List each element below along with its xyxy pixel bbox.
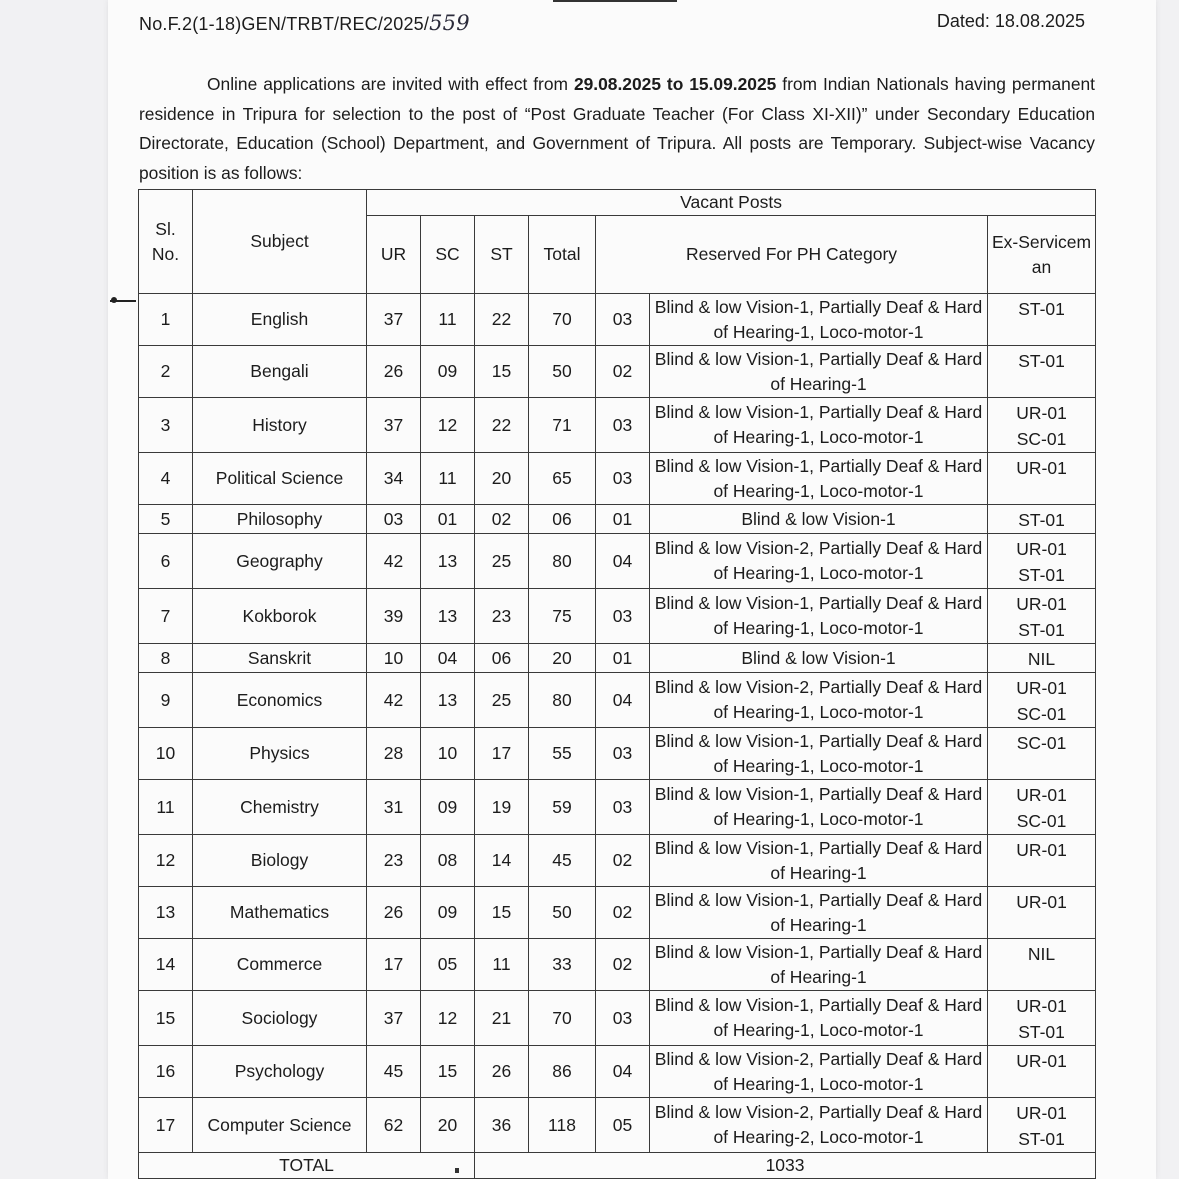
ph-detail-cell: Blind & low Vision-2, Partially Deaf & Hard of Hearing-2, Loco-motor-1 [650, 1098, 988, 1153]
ur-cell: 37 [367, 398, 421, 453]
st-cell: 17 [475, 728, 529, 780]
st-cell: 22 [475, 294, 529, 346]
table-row [139, 294, 1096, 346]
ph-detail-cell: Blind & low Vision-1, Partially Deaf & Hard of Hearing-1, Loco-motor-1 [650, 589, 988, 644]
ex-servicemen-cell: UR-01 [988, 835, 1096, 887]
total-cell: 75 [529, 589, 596, 644]
header-ph-category: Reserved For PH Category [596, 216, 988, 294]
subject-cell: Chemistry [193, 780, 367, 835]
table-row [139, 453, 1096, 505]
st-cell: 36 [475, 1098, 529, 1153]
ph-detail-cell: Blind & low Vision-1, Partially Deaf & Hard of Hearing-1 [650, 835, 988, 887]
st-cell: 14 [475, 835, 529, 887]
sl-no-cell: 11 [139, 780, 193, 835]
table-row [139, 887, 1096, 939]
sl-no-cell: 1 [139, 294, 193, 346]
header-ex-servicemen: Ex-Servicem an [988, 216, 1096, 294]
pen-dot [111, 297, 117, 303]
st-cell: 22 [475, 398, 529, 453]
subject-cell: Sanskrit [193, 644, 367, 673]
ph-detail-cell: Blind & low Vision-1, Partially Deaf & Hard of Hearing-1, Loco-motor-1 [650, 991, 988, 1046]
header-ur: UR [367, 216, 421, 294]
ph-count-cell: 03 [596, 991, 650, 1046]
subject-cell: Bengali [193, 346, 367, 398]
table-row [139, 534, 1096, 589]
sl-no-cell: 3 [139, 398, 193, 453]
subject-cell: Biology [193, 835, 367, 887]
ph-detail-cell: Blind & low Vision-1, Partially Deaf & Hard of Hearing-1, Loco-motor-1 [650, 453, 988, 505]
sc-cell: 12 [421, 398, 475, 453]
ph-detail-cell: Blind & low Vision-2, Partially Deaf & Hard of Hearing-1, Loco-motor-1 [650, 534, 988, 589]
subject-cell: Commerce [193, 939, 367, 991]
table-row [139, 673, 1096, 728]
table-row [139, 589, 1096, 644]
ph-count-cell: 03 [596, 780, 650, 835]
ex-servicemen-cell: UR-01 SC-01 [988, 673, 1096, 728]
ph-detail-cell: Blind & low Vision-1, Partially Deaf & Hard of Hearing-1 [650, 346, 988, 398]
ex-servicemen-cell: UR-01 SC-01 [988, 780, 1096, 835]
sc-cell: 05 [421, 939, 475, 991]
subject-cell: History [193, 398, 367, 453]
total-cell: 50 [529, 887, 596, 939]
sl-no-cell: 7 [139, 589, 193, 644]
total-cell: 80 [529, 673, 596, 728]
total-cell: 45 [529, 835, 596, 887]
reference-number: No.F.2(1-18)GEN/TRBT/REC/2025/559 [139, 11, 470, 35]
ex-servicemen-cell: ST-01 [988, 294, 1096, 346]
header-vacant-posts: Vacant Posts [367, 190, 1096, 216]
sl-no-cell: 9 [139, 673, 193, 728]
total-cell: 86 [529, 1046, 596, 1098]
subject-cell: English [193, 294, 367, 346]
total-cell: 80 [529, 534, 596, 589]
ex-servicemen-cell: ST-01 [988, 346, 1096, 398]
st-cell: 15 [475, 346, 529, 398]
st-cell: 25 [475, 673, 529, 728]
ex-servicemen-cell: NIL [988, 939, 1096, 991]
table-row [139, 939, 1096, 991]
ph-count-cell: 02 [596, 887, 650, 939]
ur-cell: 37 [367, 991, 421, 1046]
ur-cell: 17 [367, 939, 421, 991]
sl-no-cell: 2 [139, 346, 193, 398]
ex-servicemen-cell: UR-01 [988, 1046, 1096, 1098]
st-cell: 21 [475, 991, 529, 1046]
sc-cell: 01 [421, 505, 475, 534]
application-date-range: 29.08.2025 to 15.09.2025 [573, 74, 777, 94]
sc-cell: 11 [421, 294, 475, 346]
st-cell: 25 [475, 534, 529, 589]
ex-servicemen-cell: UR-01 ST-01 [988, 991, 1096, 1046]
ph-detail-cell: Blind & low Vision-1, Partially Deaf & Hard of Hearing-1, Loco-motor-1 [650, 780, 988, 835]
ex-servicemen-cell: UR-01 ST-01 [988, 589, 1096, 644]
table-row [139, 398, 1096, 453]
ur-cell: 26 [367, 887, 421, 939]
ph-count-cell: 01 [596, 644, 650, 673]
table-row [139, 835, 1096, 887]
total-cell: 65 [529, 453, 596, 505]
header-sc: SC [421, 216, 475, 294]
ph-count-cell: 03 [596, 453, 650, 505]
sc-cell: 08 [421, 835, 475, 887]
ur-cell: 62 [367, 1098, 421, 1153]
st-cell: 06 [475, 644, 529, 673]
total-cell: 33 [529, 939, 596, 991]
sl-no-cell: 12 [139, 835, 193, 887]
total-cell: 70 [529, 294, 596, 346]
table-row [139, 991, 1096, 1046]
sc-cell: 20 [421, 1098, 475, 1153]
header-st: ST [475, 216, 529, 294]
ph-detail-cell: Blind & low Vision-1, Partially Deaf & Hard of Hearing-1, Loco-motor-1 [650, 398, 988, 453]
table-row [139, 505, 1096, 534]
total-cell: 71 [529, 398, 596, 453]
ur-cell: 34 [367, 453, 421, 505]
ex-servicemen-cell: UR-01 SC-01 [988, 398, 1096, 453]
ph-detail-cell: Blind & low Vision-2, Partially Deaf & Hard of Hearing-1, Loco-motor-1 [650, 673, 988, 728]
sc-cell: 09 [421, 346, 475, 398]
header-subject: Subject [193, 190, 367, 294]
ur-cell: 31 [367, 780, 421, 835]
header-row-top [139, 190, 1096, 216]
sc-cell: 15 [421, 1046, 475, 1098]
total-value: 1033 [475, 1153, 1096, 1179]
st-cell: 19 [475, 780, 529, 835]
dated-value: 18.08.2025 [994, 11, 1085, 31]
st-cell: 15 [475, 887, 529, 939]
sl-no-cell: 14 [139, 939, 193, 991]
st-cell: 23 [475, 589, 529, 644]
sc-cell: 10 [421, 728, 475, 780]
ph-count-cell: 04 [596, 1046, 650, 1098]
sl-no-cell: 6 [139, 534, 193, 589]
table-row [139, 780, 1096, 835]
subject-cell: Physics [193, 728, 367, 780]
total-cell: 70 [529, 991, 596, 1046]
ph-detail-cell: Blind & low Vision-1 [650, 505, 988, 534]
sl-no-cell: 8 [139, 644, 193, 673]
ex-servicemen-cell: UR-01 [988, 887, 1096, 939]
ex-servicemen-cell: UR-01 [988, 453, 1096, 505]
ex-servicemen-cell: ST-01 [988, 505, 1096, 534]
st-cell: 11 [475, 939, 529, 991]
total-cell: 55 [529, 728, 596, 780]
ph-count-cell: 04 [596, 673, 650, 728]
header-sl-no: Sl. No. [139, 190, 193, 294]
total-cell: 118 [529, 1098, 596, 1153]
sc-cell: 09 [421, 887, 475, 939]
sl-no-cell: 16 [139, 1046, 193, 1098]
sc-cell: 13 [421, 589, 475, 644]
ur-cell: 39 [367, 589, 421, 644]
ur-cell: 42 [367, 673, 421, 728]
ph-detail-cell: Blind & low Vision-1, Partially Deaf & Hard of Hearing-1, Loco-motor-1 [650, 728, 988, 780]
table-row [139, 1098, 1096, 1153]
subject-cell: Mathematics [193, 887, 367, 939]
total-cell: 06 [529, 505, 596, 534]
sc-cell: 04 [421, 644, 475, 673]
subject-cell: Sociology [193, 991, 367, 1046]
total-cell: 59 [529, 780, 596, 835]
ph-detail-cell: Blind & low Vision-1, Partially Deaf & Hard of Hearing-1 [650, 939, 988, 991]
sl-no-cell: 13 [139, 887, 193, 939]
ph-count-cell: 03 [596, 294, 650, 346]
sc-cell: 12 [421, 991, 475, 1046]
ph-count-cell: 02 [596, 835, 650, 887]
ph-detail-cell: Blind & low Vision-2, Partially Deaf & Hard of Hearing-1, Loco-motor-1 [650, 1046, 988, 1098]
ex-servicemen-cell: UR-01 ST-01 [988, 534, 1096, 589]
subject-cell: Psychology [193, 1046, 367, 1098]
total-row [139, 1153, 1096, 1179]
vacancy-table [138, 189, 1096, 1179]
ex-servicemen-cell: UR-01 ST-01 [988, 1098, 1096, 1153]
table-row [139, 346, 1096, 398]
ph-detail-cell: Blind & low Vision-1, Partially Deaf & Hard of Hearing-1, Loco-motor-1 [650, 294, 988, 346]
st-cell: 26 [475, 1046, 529, 1098]
total-label: TOTAL [139, 1153, 475, 1179]
ph-detail-cell: Blind & low Vision-1, Partially Deaf & Hard of Hearing-1 [650, 887, 988, 939]
ur-cell: 28 [367, 728, 421, 780]
sl-no-cell: 5 [139, 505, 193, 534]
subject-cell: Kokborok [193, 589, 367, 644]
ur-cell: 03 [367, 505, 421, 534]
ph-count-cell: 02 [596, 939, 650, 991]
table-row [139, 728, 1096, 780]
sc-cell: 13 [421, 534, 475, 589]
sl-no-cell: 10 [139, 728, 193, 780]
sl-no-cell: 15 [139, 991, 193, 1046]
ph-count-cell: 05 [596, 1098, 650, 1153]
table-row [139, 1046, 1096, 1098]
subject-cell: Philosophy [193, 505, 367, 534]
ph-count-cell: 02 [596, 346, 650, 398]
ph-count-cell: 01 [596, 505, 650, 534]
total-cell: 20 [529, 644, 596, 673]
ex-servicemen-cell: SC-01 [988, 728, 1096, 780]
ph-count-cell: 03 [596, 728, 650, 780]
ph-count-cell: 04 [596, 534, 650, 589]
ur-cell: 45 [367, 1046, 421, 1098]
ur-cell: 37 [367, 294, 421, 346]
intro-paragraph: Online applications are invited with effect from 29.08.2025 to 15.09.2025 from Indian Nationals having permanent residence in Tripura for selection to the post of “Post Graduate Teacher (For Class XI-XII)” under Secondary Education Directorate, Education (School) Department, and Government of Tripura. All posts are Temporary. Subject-wise Vacancy position is as follows: [139, 74, 1095, 183]
dated-line: Dated: 18.08.2025 [936, 11, 1085, 31]
ph-count-cell: 03 [596, 398, 650, 453]
handwritten-number: 559 [429, 11, 470, 35]
sc-cell: 13 [421, 673, 475, 728]
sl-no-cell: 17 [139, 1098, 193, 1153]
ur-cell: 26 [367, 346, 421, 398]
subject-cell: Economics [193, 673, 367, 728]
ph-detail-cell: Blind & low Vision-1 [650, 644, 988, 673]
table-row [139, 644, 1096, 673]
sc-cell: 09 [421, 780, 475, 835]
total-cell: 50 [529, 346, 596, 398]
sl-no-cell: 4 [139, 453, 193, 505]
header-total: Total [529, 216, 596, 294]
st-cell: 02 [475, 505, 529, 534]
st-cell: 20 [475, 453, 529, 505]
subject-cell: Political Science [193, 453, 367, 505]
ph-count-cell: 03 [596, 589, 650, 644]
ur-cell: 23 [367, 835, 421, 887]
ur-cell: 42 [367, 534, 421, 589]
ex-servicemen-cell: NIL [988, 644, 1096, 673]
sc-cell: 11 [421, 453, 475, 505]
subject-cell: Computer Science [193, 1098, 367, 1153]
header-rule [553, 0, 677, 2]
ur-cell: 10 [367, 644, 421, 673]
subject-cell: Geography [193, 534, 367, 589]
